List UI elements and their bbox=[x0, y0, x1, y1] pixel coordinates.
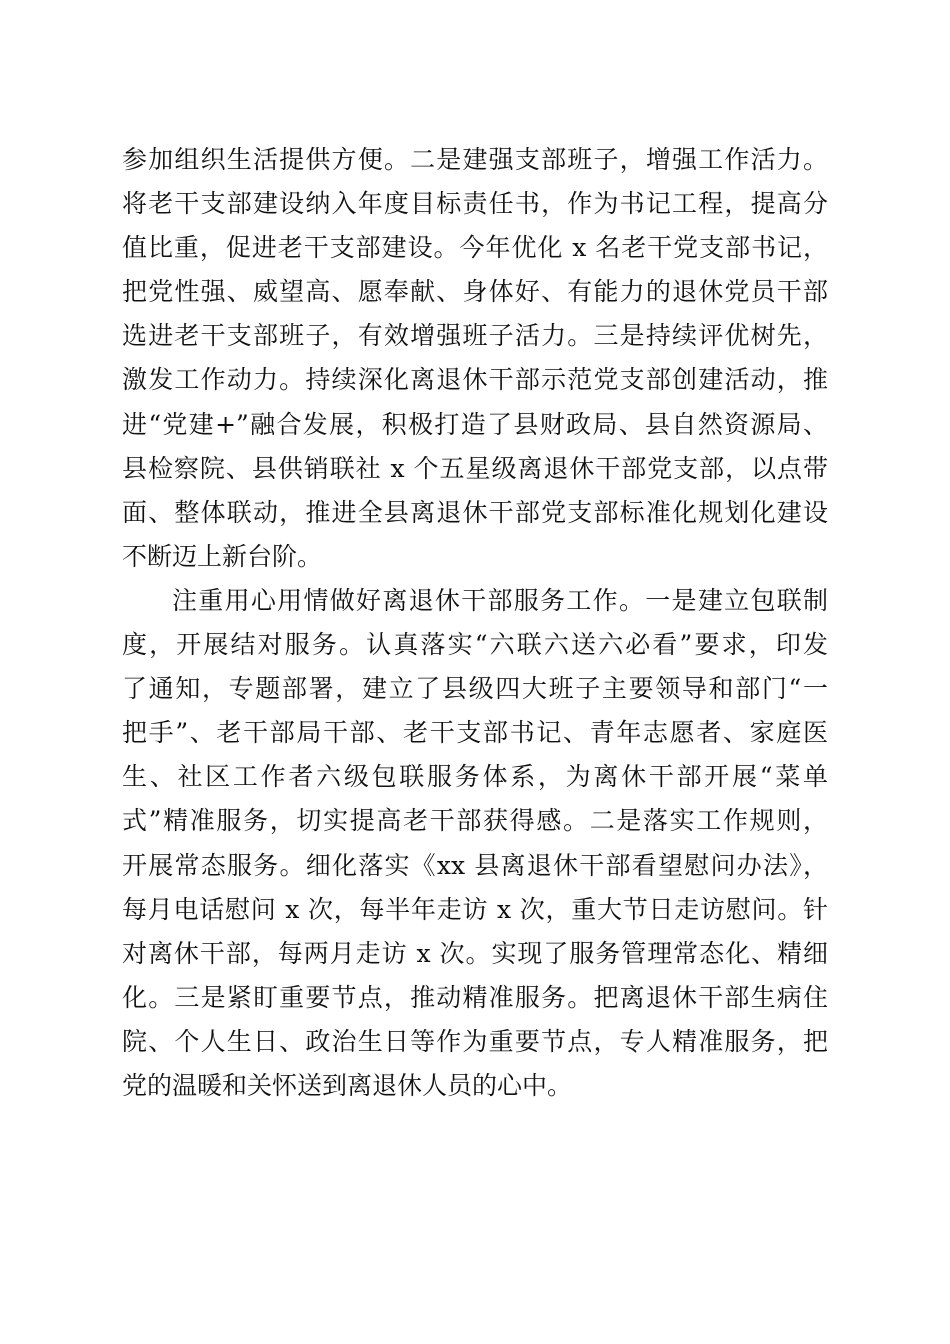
text-line: 党的温暖和关怀送到离退休人员的心中。 bbox=[122, 1070, 573, 1100]
text-line: 了通知，专题部署，建立了县级四大班子主要领导和部门“一 bbox=[122, 674, 828, 704]
text-line: 激发工作动力。持续深化离退休干部示范党支部创建活动，推 bbox=[122, 365, 828, 395]
text-line: 度，开展结对服务。认真落实“六联六送六必看”要求，印发 bbox=[122, 630, 828, 660]
text-line: 开展常态服务。细化落实《xx 县离退休干部看望慰问办法》， bbox=[122, 850, 828, 880]
text-line: 参加组织生活提供方便。二是建强支部班子，增强工作活力。 bbox=[122, 145, 828, 174]
text-line: 面、整体联动，推进全县离退休干部党支部标准化规划化建设 bbox=[122, 497, 828, 527]
text-line: 注重用心用情做好离退休干部服务工作。一是建立包联制 bbox=[172, 585, 828, 615]
text-line: 进“党建+”融合发展，积极打造了县财政局、县自然资源局、 bbox=[122, 409, 828, 439]
text-line: 将老干支部建设纳入年度目标责任书，作为书记工程，提高分 bbox=[122, 189, 828, 219]
paragraph-party-branch-building bbox=[122, 138, 828, 579]
text-line: 对离休干部，每两月走访 x 次。实现了服务管理常态化、精细 bbox=[122, 938, 828, 968]
text-line: 县检察院、县供销联社 x 个五星级离退休干部党支部，以点带 bbox=[122, 453, 828, 483]
text-line: 不断迈上新台阶。 bbox=[122, 541, 323, 571]
paragraph-retiree-services bbox=[122, 579, 828, 1108]
text-line: 值比重，促进老干支部建设。今年优化 x 名老干党支部书记， bbox=[122, 233, 828, 263]
text-line: 选进老干支部班子，有效增强班子活力。三是持续评优树先， bbox=[122, 321, 828, 351]
text-line: 把手”、老干部局干部、老干支部书记、青年志愿者、家庭医 bbox=[122, 718, 828, 748]
text-line: 每月电话慰问 x 次，每半年走访 x 次，重大节日走访慰问。针 bbox=[122, 894, 828, 924]
document-body bbox=[122, 138, 828, 1108]
text-line: 院、个人生日、政治生日等作为重要节点，专人精准服务，把 bbox=[122, 1026, 828, 1056]
text-line: 把党性强、威望高、愿奉献、身体好、有能力的退休党员干部 bbox=[122, 277, 828, 307]
text-line: 式”精准服务，切实提高老干部获得感。二是落实工作规则， bbox=[122, 806, 828, 836]
text-line: 生、社区工作者六级包联服务体系，为离休干部开展“菜单 bbox=[122, 762, 828, 792]
text-line: 化。三是紧盯重要节点，推动精准服务。把离退休干部生病住 bbox=[122, 982, 828, 1012]
